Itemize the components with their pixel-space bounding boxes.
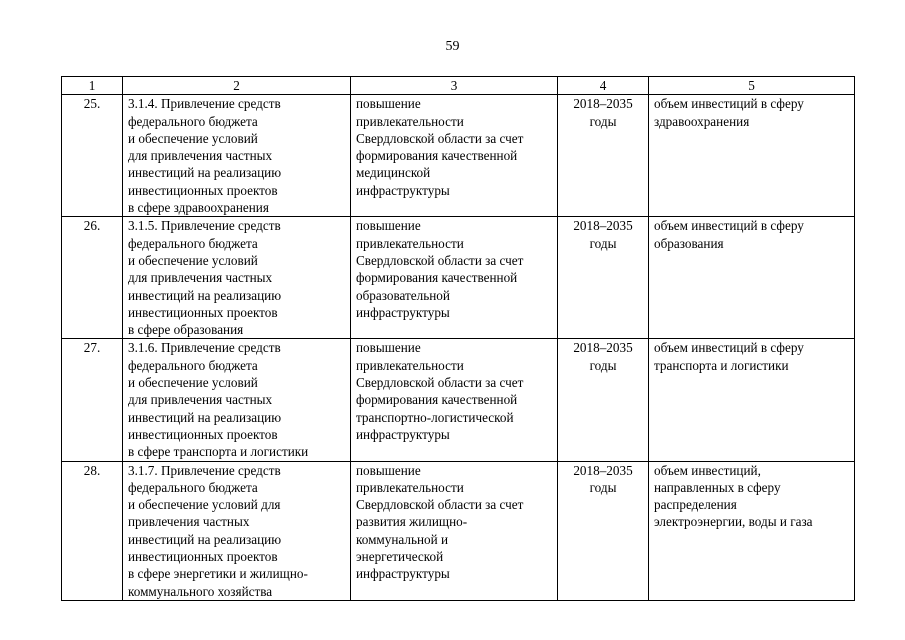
measure-line: и обеспечение условий: [128, 375, 258, 391]
measure-line: инвестиционных проектов: [128, 182, 278, 198]
goal-cell: [351, 217, 558, 339]
period-line: 2018–2035: [573, 340, 633, 356]
goal-cell: [351, 95, 558, 217]
indicator-cell: [649, 339, 855, 461]
table-header-row: [62, 77, 855, 95]
measure-line: и обеспечение условий для: [128, 497, 281, 513]
period-line: годы: [589, 479, 617, 495]
measure-line: инвестиций на реализацию: [128, 287, 282, 303]
header-col-3: 3: [351, 77, 558, 95]
indicator-line: направленных в сферу: [654, 479, 781, 495]
measure-line: привлечения частных: [128, 514, 250, 530]
goal-line: Свердловской области за счет: [356, 375, 524, 391]
period-cell: [558, 339, 649, 461]
measure-line: в сфере образования: [128, 322, 244, 338]
row-number-cell: 25.: [62, 95, 123, 217]
goal-line: привлекательности: [356, 113, 464, 129]
indicator-line: объем инвестиций в сферу: [654, 340, 804, 356]
goal-line: энергетической: [356, 549, 444, 565]
indicator-line: объем инвестиций в сферу: [654, 96, 804, 112]
measure-line: для привлечения частных: [128, 148, 273, 164]
measure-line: инвестиций на реализацию: [128, 531, 282, 547]
row-number-cell: 26.: [62, 217, 123, 339]
indicator-line: здравоохранения: [654, 113, 750, 129]
measure-line: 3.1.7. Привлечение средств: [128, 462, 281, 478]
table-row: [62, 339, 855, 461]
goal-line: медицинской: [356, 165, 431, 181]
measure-line: инвестиций на реализацию: [128, 409, 282, 425]
page-number: 59: [445, 39, 460, 54]
indicator-cell: [649, 95, 855, 217]
period-line: годы: [589, 235, 617, 251]
goal-line: повышение: [356, 462, 421, 478]
measure-line: федерального бюджета: [128, 357, 258, 373]
period-cell: [558, 461, 649, 600]
measure-line: в сфере здравоохранения: [128, 200, 269, 216]
goal-line: инфраструктуры: [356, 182, 450, 198]
indicator-line: распределения: [654, 497, 737, 513]
indicator-cell: [649, 461, 855, 600]
measure-line: инвестиционных проектов: [128, 426, 278, 442]
measure-cell: [123, 217, 351, 339]
table-row: [62, 95, 855, 217]
goal-line: привлекательности: [356, 479, 464, 495]
header-col-1: 1: [62, 77, 123, 95]
measure-line: федерального бюджета: [128, 113, 258, 129]
goal-line: повышение: [356, 340, 421, 356]
measure-line: и обеспечение условий: [128, 130, 258, 146]
measure-line: инвестиционных проектов: [128, 304, 278, 320]
indicator-line: образования: [654, 235, 724, 251]
goal-line: привлекательности: [356, 357, 464, 373]
goal-line: привлекательности: [356, 235, 464, 251]
table-body: [62, 95, 855, 601]
measure-line: в сфере энергетики и жилищно-: [128, 566, 308, 582]
period-cell: [558, 95, 649, 217]
goal-cell: [351, 339, 558, 461]
measure-cell: [123, 461, 351, 600]
measure-line: и обеспечение условий: [128, 252, 258, 268]
row-number-cell: 27.: [62, 339, 123, 461]
goal-line: образовательной: [356, 287, 450, 303]
measure-line: 3.1.6. Привлечение средств: [128, 340, 281, 356]
measure-line: для привлечения частных: [128, 270, 273, 286]
period-line: 2018–2035: [573, 96, 633, 112]
indicator-line: объем инвестиций в сферу: [654, 218, 804, 234]
measure-line: инвестиционных проектов: [128, 549, 278, 565]
table-row: [62, 217, 855, 339]
goal-line: формирования качественной: [356, 270, 518, 286]
goal-line: инфраструктуры: [356, 304, 450, 320]
table-row: [62, 461, 855, 600]
period-line: годы: [589, 113, 617, 129]
goal-line: коммунальной и: [356, 531, 449, 547]
indicator-line: объем инвестиций,: [654, 462, 761, 478]
measure-cell: [123, 339, 351, 461]
measure-cell: [123, 95, 351, 217]
measure-line: инвестиций на реализацию: [128, 165, 282, 181]
goal-line: инфраструктуры: [356, 566, 450, 582]
measure-line: федерального бюджета: [128, 479, 258, 495]
indicator-line: транспорта и логистики: [654, 357, 789, 373]
measure-line: в сфере транспорта и логистики: [128, 444, 309, 460]
measure-line: 3.1.5. Привлечение средств: [128, 218, 281, 234]
goal-line: Свердловской области за счет: [356, 130, 524, 146]
measures-table: [61, 76, 855, 601]
measure-line: 3.1.4. Привлечение средств: [128, 96, 281, 112]
goal-line: формирования качественной: [356, 392, 518, 408]
period-line: 2018–2035: [573, 218, 633, 234]
period-line: годы: [589, 357, 617, 373]
goal-line: формирования качественной: [356, 148, 518, 164]
period-cell: [558, 217, 649, 339]
header-col-5: 5: [649, 77, 855, 95]
header-col-2: 2: [123, 77, 351, 95]
measure-line: федерального бюджета: [128, 235, 258, 251]
goal-cell: [351, 461, 558, 600]
goal-line: Свердловской области за счет: [356, 497, 524, 513]
header-col-4: 4: [558, 77, 649, 95]
row-number-cell: 28.: [62, 461, 123, 600]
measure-line: для привлечения частных: [128, 392, 273, 408]
indicator-cell: [649, 217, 855, 339]
goal-line: развития жилищно-: [356, 514, 468, 530]
period-line: 2018–2035: [573, 462, 633, 478]
goal-line: инфраструктуры: [356, 426, 450, 442]
goal-line: повышение: [356, 218, 421, 234]
goal-line: повышение: [356, 96, 421, 112]
indicator-line: электроэнергии, воды и газа: [654, 514, 813, 530]
goal-line: транспортно-логистической: [356, 409, 514, 425]
measure-line: коммунального хозяйства: [128, 583, 273, 599]
goal-line: Свердловской области за счет: [356, 252, 524, 268]
